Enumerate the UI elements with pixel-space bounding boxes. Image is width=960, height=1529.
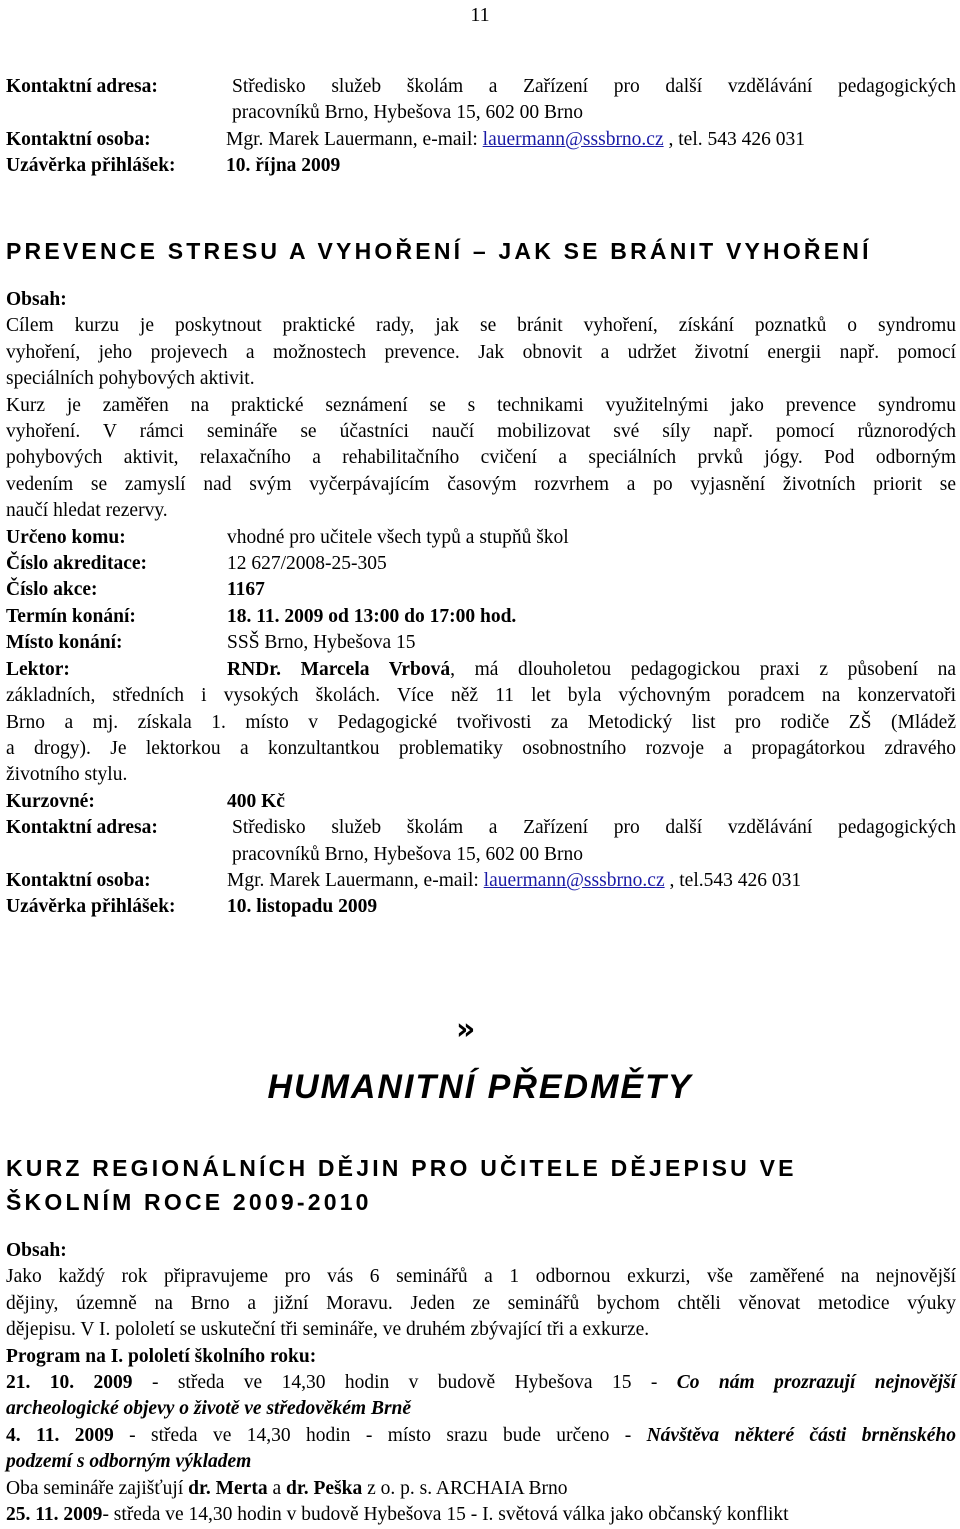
kurzovne-label: Kurzovné:: [6, 790, 95, 812]
course1-title: PREVENCE STRESU A VYHOŘENÍ – JAK SE BRÁNIT VYHOŘENÍ: [6, 238, 872, 264]
course1-body: [6, 287, 956, 921]
para1-line: vyhoření, jeho projevech a možnostech prevence. Jak obnovit a udržet životní energii např. pomocí: [6, 341, 956, 363]
akce-label: Číslo akce:: [6, 579, 98, 601]
misto-value: SSŠ Brno, Hybešova 15: [227, 632, 416, 654]
akreditace-value: 12 627/2008-25-305: [227, 553, 387, 575]
address-line2: pracovníků Brno, Hybešova 15, 602 00 Brno: [232, 102, 583, 124]
lektor-name: RNDr. Marcela Vrbová: [227, 658, 451, 680]
item2-title: Návštěva některé části brněnského: [646, 1424, 956, 1446]
oba-mid: a: [267, 1477, 286, 1499]
item2-date: 4. 11. 2009: [6, 1424, 114, 1446]
obsah-label: Obsah:: [6, 1240, 67, 1261]
course2-title-line: ŠKOLNÍM ROCE 2009-2010: [6, 1189, 372, 1215]
contact-phone: , tel. 543 426 031: [663, 128, 805, 150]
lektor-line: základních, středních i vysokých školách. Více něž 11 let byla výchovným poradcem na konzervatoři: [6, 685, 956, 707]
para1-line: speciálních pohybových aktivit.: [6, 368, 255, 390]
chevron-icon: »: [456, 1012, 476, 1047]
contact-person-label: Kontaktní osoba:: [6, 869, 151, 891]
termin-value: 18. 11. 2009 od 13:00 do 17:00 hod.: [227, 605, 517, 627]
address-line1: Středisko služeb školám a Zařízení pro další vzdělávání pedagogických: [232, 817, 956, 839]
para-line: Jako každý rok připravujeme pro vás 6 seminářů a 1 odbornou exkurzi, vše zaměřené na nejnovější: [6, 1266, 956, 1288]
contact-phone: , tel.543 426 031: [664, 869, 802, 891]
program-label: Program na I. pololetí školního roku:: [6, 1345, 317, 1367]
address-label: Kontaktní adresa:: [6, 817, 158, 839]
misto-label: Místo konání:: [6, 632, 123, 654]
oba-name2: dr. Peška: [285, 1477, 363, 1499]
para-line: dějiny, územně na Brno a jižní Moravu. Jeden ze seminářů bychom chtěli věnovat metodice výuky: [6, 1292, 956, 1314]
kurzovne-value: 400 Kč: [227, 790, 285, 812]
item2-text: - středa ve 14,30 hodin - místo srazu bude určeno -: [113, 1424, 647, 1446]
deadline-value: 10. října 2009: [226, 155, 341, 177]
oba-text: Oba semináře zajišťují: [6, 1477, 189, 1499]
item3-date: 25. 11. 2009: [6, 1504, 103, 1526]
item1-title: Co nám prozrazují nejnovější: [676, 1372, 956, 1394]
email-link[interactable]: lauermann@sssbrno.cz: [482, 128, 664, 150]
obsah-label: Obsah:: [6, 289, 67, 310]
item1-text: - středa ve 14,30 hodin v budově Hybešova 15 -: [132, 1372, 677, 1394]
para1-line: Cílem kurzu je poskytnout praktické rady, jak se bránit vyhoření, získání poznatků o syndromu: [6, 315, 956, 337]
item3-text: - středa ve 14,30 hodin v budově Hybešova 15 - I. světová válka jako občanský konflikt: [102, 1504, 789, 1526]
section-title: HUMANITNÍ PŘEDMĚTY: [267, 1068, 693, 1106]
deadline-value: 10. listopadu 2009: [227, 896, 378, 918]
item2-title-line2: podzemí s odborným výkladem: [6, 1451, 252, 1473]
para2-line: pohybových aktivit, relaxačního a rehabilitačního cvičení a speciálních prvků jógy. Pod odborným: [6, 447, 956, 469]
lektor-line: a drogy). Je lektorkou a konzultantkou problematiky osobnostního rozvoje a propagátorkou zdravého: [6, 737, 956, 759]
urceno-value: vhodné pro učitele všech typů a stupňů škol: [227, 526, 569, 548]
item1-title-line2: archeologické objevy o životě ve středověkém Brně: [6, 1398, 412, 1420]
urceno-label: Určeno komu:: [6, 526, 126, 548]
lektor-text: , má dlouholetou pedagogickou praxi z působení na: [450, 658, 956, 680]
deadline-label: Uzávěrka přihlášek:: [6, 896, 176, 918]
address-label: Kontaktní adresa:: [6, 76, 158, 97]
lektor-label: Lektor:: [6, 658, 70, 680]
akreditace-label: Číslo akreditace:: [6, 553, 147, 575]
address-line1: Středisko služeb školám a Zařízení pro další vzdělávání pedagogických: [232, 76, 956, 97]
oba-suffix: z o. p. s. ARCHAIA Brno: [362, 1477, 568, 1499]
course2-body: [6, 1238, 956, 1528]
top-contact-block: [6, 74, 956, 180]
oba-name1: dr. Merta: [188, 1477, 268, 1499]
akce-value: 1167: [227, 579, 265, 601]
contact-person-name: Mgr. Marek Lauermann, e-mail:: [227, 869, 484, 891]
contact-person-label: Kontaktní osoba:: [6, 128, 151, 150]
item1-date: 21. 10. 2009: [6, 1372, 133, 1394]
para2-line: vyhoření. V rámci semináře se účastníci naučí mobilizovat své síly např. pomocí různorodých: [6, 421, 956, 443]
para2-line: Kurz je zaměřen na praktické seznámení se s technikami využitelnými jako prevence syndromu: [6, 394, 956, 416]
contact-person-name: Mgr. Marek Lauermann, e-mail:: [226, 128, 483, 150]
deadline-label: Uzávěrka přihlášek:: [6, 155, 176, 177]
lektor-line: životního stylu.: [6, 764, 128, 786]
para-line: dějepisu. V I. pololetí se uskuteční tři semináře, ve druhém zbývající tři a exkurze.: [6, 1319, 650, 1341]
course2-title-line: KURZ REGIONÁLNÍCH DĚJIN PRO UČITELE DĚJEPISU VE: [6, 1155, 797, 1181]
course2-title: [6, 1151, 956, 1219]
para2-line: naučí hledat rezervy.: [6, 500, 168, 522]
para2-line: vedením se zamyslí nad svým vyčerpávajícím časovým rozvrhem a po vyjasnění životních priorit se: [6, 473, 956, 495]
address-line2: pracovníků Brno, Hybešova 15, 602 00 Brno: [232, 843, 583, 865]
lektor-line: Brno a mj. získala 1. místo v Pedagogické tvořivosti za Metodický list pro rodiče ZŠ (Mládež: [6, 711, 956, 733]
page-number: 11: [470, 4, 490, 26]
email-link[interactable]: lauermann@sssbrno.cz: [483, 869, 665, 891]
termin-label: Termín konání:: [6, 605, 136, 627]
